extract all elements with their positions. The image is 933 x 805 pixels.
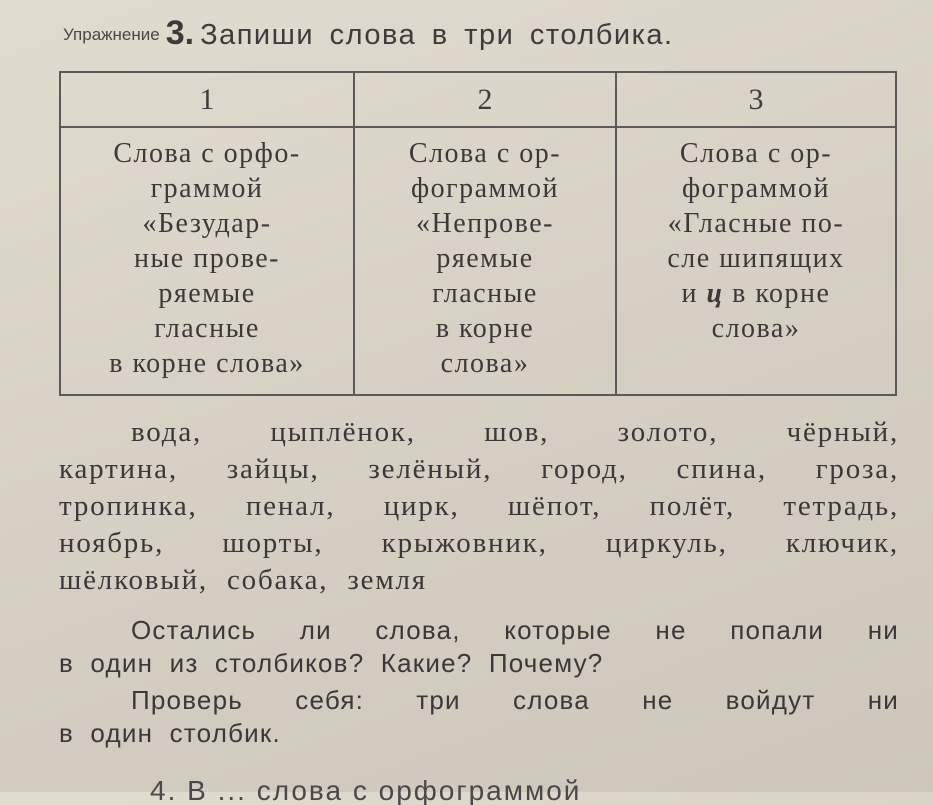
description-line: «Безудар- bbox=[142, 208, 272, 239]
column-header-1: 1 bbox=[60, 72, 354, 127]
description-line: в корне слова» bbox=[109, 348, 305, 379]
description-line: в корне bbox=[435, 313, 535, 344]
description-line: фограммой bbox=[682, 173, 830, 204]
description-line: Слова с орфо- bbox=[113, 138, 301, 169]
column-header-2: 2 bbox=[354, 72, 616, 127]
self-check-paragraph bbox=[59, 684, 899, 750]
description-line: ряемые bbox=[436, 243, 534, 274]
self-check-line: Проверь себя: три слова не войдут ни bbox=[131, 685, 899, 715]
description-line: «Гласные по- bbox=[667, 208, 845, 239]
description-line bbox=[623, 276, 889, 311]
description-line: фограммой bbox=[411, 173, 559, 204]
word-list-line: тропинка, пенал, цирк, шёпот, полёт, тетрадь, bbox=[59, 490, 899, 522]
column-2-description bbox=[354, 127, 616, 395]
word-list-line: шёлковый, собака, земля bbox=[59, 564, 427, 596]
description-line: сле шипящих bbox=[667, 243, 845, 274]
exercise-label: Упражнение bbox=[63, 25, 160, 44]
letter-ts: ц bbox=[706, 278, 724, 309]
description-line: ные прове- bbox=[133, 243, 281, 274]
question-paragraph bbox=[59, 614, 899, 680]
column-1-description bbox=[60, 127, 354, 395]
description-line: гласные bbox=[154, 313, 260, 344]
conjunction-and: и bbox=[681, 278, 699, 309]
next-exercise-cutoff: 4. В ... слова с орфограммой bbox=[150, 775, 582, 805]
description-line: ряемые bbox=[158, 278, 256, 309]
description-line: Слова с ор- bbox=[408, 138, 562, 169]
description-line: гласные bbox=[432, 278, 538, 309]
question-line: Остались ли слова, которые не попали ни bbox=[131, 615, 899, 645]
question-line: в один из столбиков? Какие? Почему? bbox=[59, 648, 604, 678]
word-list-line: ноябрь, шорты, крыжовник, циркуль, ключик, bbox=[59, 527, 899, 559]
word-list-line: картина, зайцы, зелёный, город, спина, гроза, bbox=[59, 453, 899, 485]
column-3-description bbox=[616, 127, 896, 395]
word-list bbox=[59, 414, 899, 599]
table-body-row bbox=[60, 127, 896, 395]
exercise-instruction: Запиши слова в три столбика. bbox=[200, 19, 674, 51]
description-line: слова» bbox=[440, 348, 530, 379]
description-line: «Непрове- bbox=[416, 208, 554, 239]
in-root-text: в корне bbox=[732, 278, 831, 309]
exercise-number: 3. bbox=[165, 14, 195, 52]
column-header-3: 3 bbox=[616, 72, 896, 127]
self-check-line: в один столбик. bbox=[59, 718, 281, 748]
table-header-row bbox=[60, 72, 896, 127]
description-line: граммой bbox=[150, 173, 264, 204]
description-line: слова» bbox=[711, 313, 801, 344]
word-list-line: вода, цыплёнок, шов, золото, чёрный, bbox=[131, 416, 899, 448]
three-column-table bbox=[59, 71, 897, 396]
description-line: Слова с ор- bbox=[679, 138, 833, 169]
exercise-header bbox=[63, 14, 674, 53]
